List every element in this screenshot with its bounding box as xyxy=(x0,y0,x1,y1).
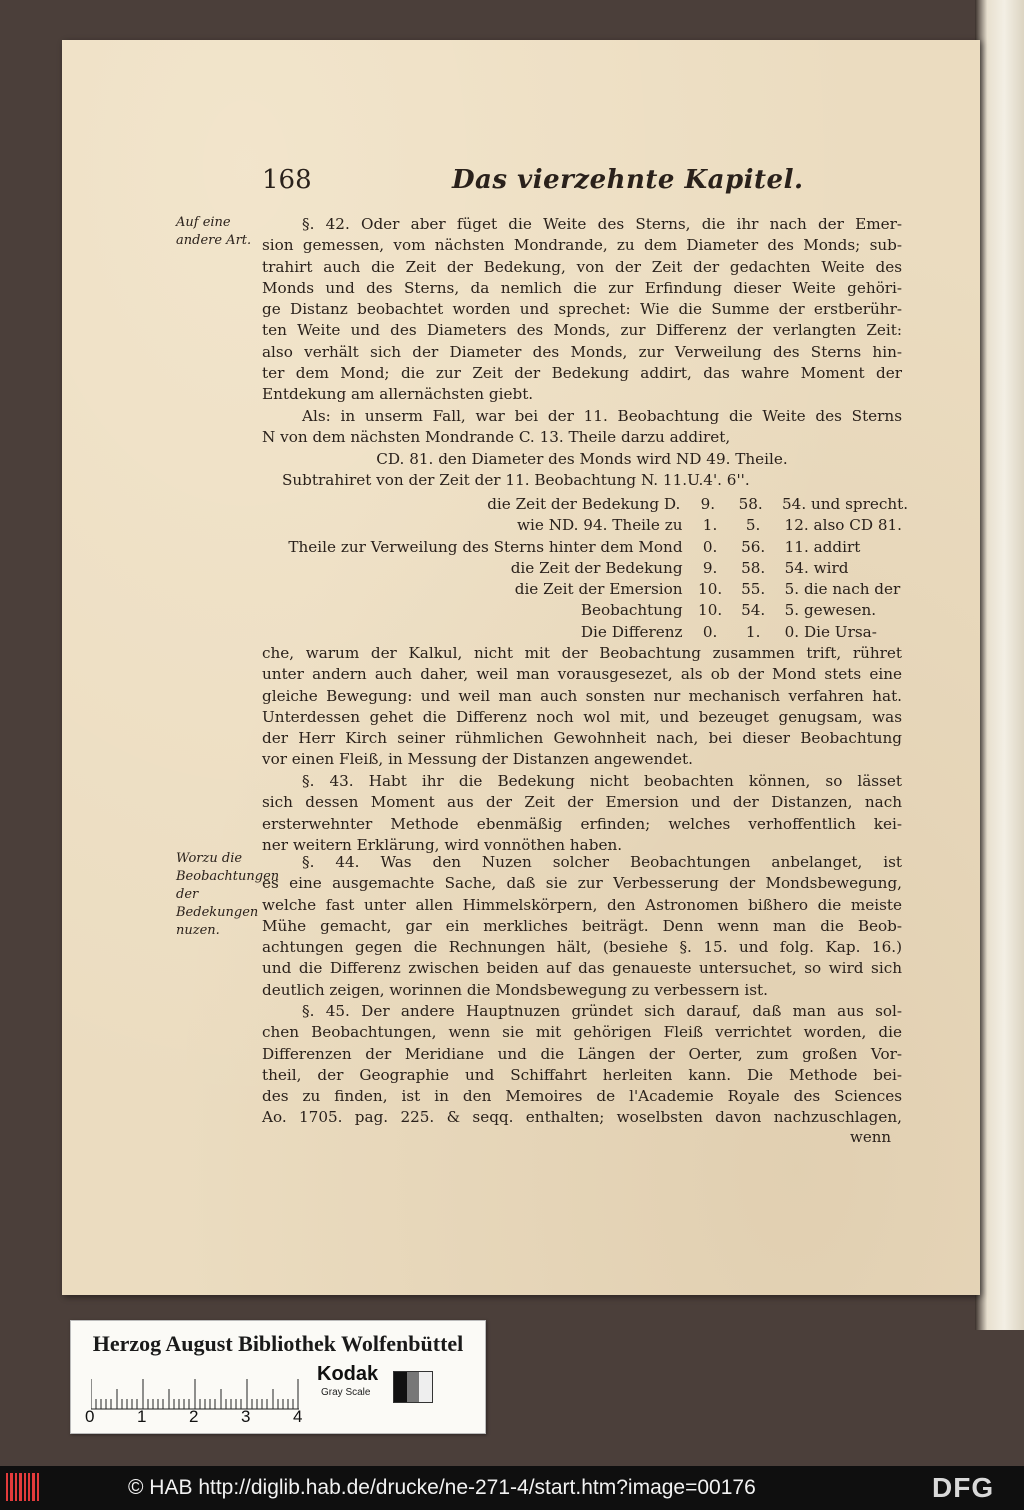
text-line: unter andern auch daher, weil man vorausgesezet, als ob der Mond stets eine xyxy=(262,665,902,684)
text-line: Entdekung am allernächsten giebt. xyxy=(262,385,534,404)
text-line: §. 43. Habt ihr die Bedekung nicht beobachten können, so lässet xyxy=(302,772,902,790)
text-line: achtungen gegen die Rechnungen hält, (besiehe §. 15. und folg. Kap. 16.) xyxy=(262,938,902,957)
text-line: Ao. 1705. pag. 225. & seqq. enthalten; woselbsten davon nachzuschlagen, xyxy=(262,1108,902,1127)
row-label: die Zeit der Emersion xyxy=(514,580,683,599)
barcode-icon xyxy=(6,1473,46,1501)
library-name: Herzog August Bibliothek Wolfenbüttel xyxy=(92,1331,464,1356)
text-line: Differenzen der Meridiane und die Längen der Oerter, zum großen Vor- xyxy=(262,1044,902,1063)
paragraph-44 xyxy=(262,852,902,1001)
text-line: ner weitern Erklärung, wird vonnöthen haben. xyxy=(262,835,623,854)
ruler-number: 3 xyxy=(241,1407,251,1426)
text-line: Als: in unserm Fall, war bei der 11. Beobachtung die Weite des Sterns xyxy=(302,407,902,425)
row-minutes: 1. xyxy=(745,622,761,641)
row-label: die Zeit der Bedekung xyxy=(510,558,683,577)
row-hours: 10. xyxy=(698,601,723,620)
text-line: ten Weite und des Diameters des Monds, zur Differenz der verlangten Zeit: xyxy=(262,321,902,340)
row-seconds: 54. wird xyxy=(784,558,849,577)
text-line: N von dem nächsten Mondrande C. 13. Theile darzu addiret, xyxy=(262,428,731,447)
text-line: vor einen Fleiß, in Messung der Distanzen angewendet. xyxy=(262,750,693,769)
row-label: Theile zur Verweilung des Sterns hinter dem Mond xyxy=(288,537,683,556)
row-hours: 1. xyxy=(702,516,718,535)
row-seconds: 5. die nach der xyxy=(784,580,901,599)
row-hours: 10. xyxy=(698,580,723,599)
text-line: CD. 81. den Diameter des Monds wird ND 49. Theile. xyxy=(376,449,788,468)
table-row xyxy=(262,515,902,536)
text-line: Subtrahiret von der Zeit der 11. Beobachtung N. 11.U.4'. 6''. xyxy=(282,470,750,489)
copyright-link[interactable]: © HAB http://diglib.hab.de/drucke/ne-271-4/start.htm?image=00176 xyxy=(128,1476,756,1499)
text-line: es eine ausgemachte Sache, daß sie zur Verbesserung der Mondsbewegung, xyxy=(262,874,902,893)
text-line: §. 42. Oder aber füget die Weite des Sterns, die ihr nach der Emer- xyxy=(302,215,902,233)
row-hours: 0. xyxy=(702,622,718,641)
text-line: Monds und des Sterns, da nemlich die zur Erfindung dieser Weite gehöri- xyxy=(262,278,902,297)
text-line: des zu finden, ist in den Memoires de l'Academie Royale des Sciences xyxy=(262,1087,902,1106)
table-row xyxy=(262,600,902,621)
row-seconds: 12. also CD 81. xyxy=(784,516,902,535)
row-label: Die Differenz xyxy=(580,622,683,641)
table-row xyxy=(262,537,902,558)
running-head: Das vierzehnte Kapitel. xyxy=(452,165,804,195)
text-line: welche fast unter allen Himmelskörpern, den Astronomen bißhero die meiste xyxy=(262,895,902,914)
row-seconds: 54. und sprecht. xyxy=(782,495,909,513)
text-line: der Herr Kirch seiner rühmlichen Gewohnheit nach, bei dieser Beobachtung xyxy=(262,729,902,748)
text-line: Mühe gemacht, gar ein merkliches beiträgt. Denn wenn man die Beob- xyxy=(262,916,902,935)
margin-note-use-of-observations: Worzu die Beobachtungen der Bedekungen nuzen. xyxy=(176,851,280,938)
text-line: §. 44. Was den Nuzen solcher Beobachtungen anbelanget, ist xyxy=(302,853,902,871)
catchword: wenn xyxy=(850,1128,892,1146)
paragraph-42 xyxy=(262,214,902,406)
row-hours: 9. xyxy=(700,495,716,513)
text-line: §. 45. Der andere Hauptnuzen gründet sich darauf, daß man aus sol- xyxy=(302,1002,902,1020)
row-label: wie ND. 94. Theile zu xyxy=(517,516,683,535)
text-line: deutlich zeigen, worinnen die Mondsbewegung zu verbessern ist. xyxy=(262,980,768,999)
table-row xyxy=(262,579,902,600)
margin-note-other-method: Auf eine andere Art. xyxy=(176,215,252,248)
row-seconds: 0. Die Ursa- xyxy=(784,622,877,641)
text-line: ter dem Mond; die zur Zeit der Bedekung addirt, das wahre Moment der xyxy=(262,364,902,383)
row-seconds: 5. gewesen. xyxy=(784,601,877,620)
text-line: theil, der Geographie und Schiffahrt herleiten kann. Die Methode bei- xyxy=(262,1065,902,1084)
text-line: Unterdessen gehet die Differenz noch wol mit, und bezeuget genugsam, was xyxy=(262,707,902,726)
row-label: die Zeit der Bedekung D. xyxy=(487,495,681,513)
text-line: sich dessen Moment aus der Zeit der Emersion und der Distanzen, nach xyxy=(262,793,902,812)
text-line: sion gemessen, vom nächsten Mondrande, zu dem Diameter des Monds; sub- xyxy=(262,236,902,255)
row-minutes: 58. xyxy=(741,558,766,577)
computation-table xyxy=(262,494,909,643)
text-line: gleiche Bewegung: und weil man auch sonsten nur mechanisch verfahren hat. xyxy=(262,686,902,705)
row-minutes: 56. xyxy=(741,537,766,556)
ruler-number: 0 xyxy=(85,1407,95,1426)
row-label: Beobachtung xyxy=(580,601,683,620)
row-hours: 9. xyxy=(702,558,718,577)
text-line: also verhält sich der Diameter des Monds, zur Verweilung des Sterns hin- xyxy=(262,342,902,361)
row-hours: 0. xyxy=(702,537,718,556)
worked-example xyxy=(262,406,902,491)
library-scale-label xyxy=(70,1320,486,1434)
row-minutes: 55. xyxy=(741,580,766,599)
gray-scale-text: Gray Scale xyxy=(321,1387,371,1398)
text-line: trahirt auch die Zeit der Bedekung, von der Zeit der gedachten Weite des xyxy=(262,257,902,276)
footer-bar xyxy=(0,1466,1024,1510)
row-minutes: 58. xyxy=(738,495,763,513)
ruler-number: 1 xyxy=(137,1407,147,1426)
paragraph-42-conclusion xyxy=(262,643,902,771)
text-line: che, warum der Kalkul, nicht mit der Beobachtung zusammen trift, rühret xyxy=(262,644,902,662)
paragraph-45 xyxy=(262,1001,902,1129)
dfg-logo: DFG xyxy=(932,1472,995,1503)
kodak-brand: Kodak xyxy=(317,1363,379,1385)
row-minutes: 54. xyxy=(741,601,766,620)
row-seconds: 11. addirt xyxy=(784,537,861,556)
ruler-number: 2 xyxy=(189,1407,199,1426)
table-row xyxy=(262,558,902,579)
text-line: ersterwehnter Methode ebenmäßig erfinden; welches verhoffentlich kei- xyxy=(262,814,902,833)
text-line: chen Beobachtungen, wenn sie mit gehörigen Fleiß verrichtet worden, die xyxy=(262,1023,902,1042)
page-number: 168 xyxy=(262,165,312,195)
gray-scale-swatch xyxy=(393,1371,433,1403)
row-minutes: 5. xyxy=(745,516,761,535)
adjacent-page-edge xyxy=(975,0,1024,1330)
ruler-scale xyxy=(91,1375,299,1411)
text-line: ge Distanz beobachtet worden und sprechet: Wie die Summe der erstberühr- xyxy=(262,300,902,319)
table-row xyxy=(262,622,902,643)
paragraph-43 xyxy=(262,771,902,856)
table-row xyxy=(262,494,909,515)
text-line: und die Differenz zwischen beiden auf das genaueste untersuchet, so wird sich xyxy=(262,959,902,978)
ruler-number: 4 xyxy=(293,1407,303,1426)
